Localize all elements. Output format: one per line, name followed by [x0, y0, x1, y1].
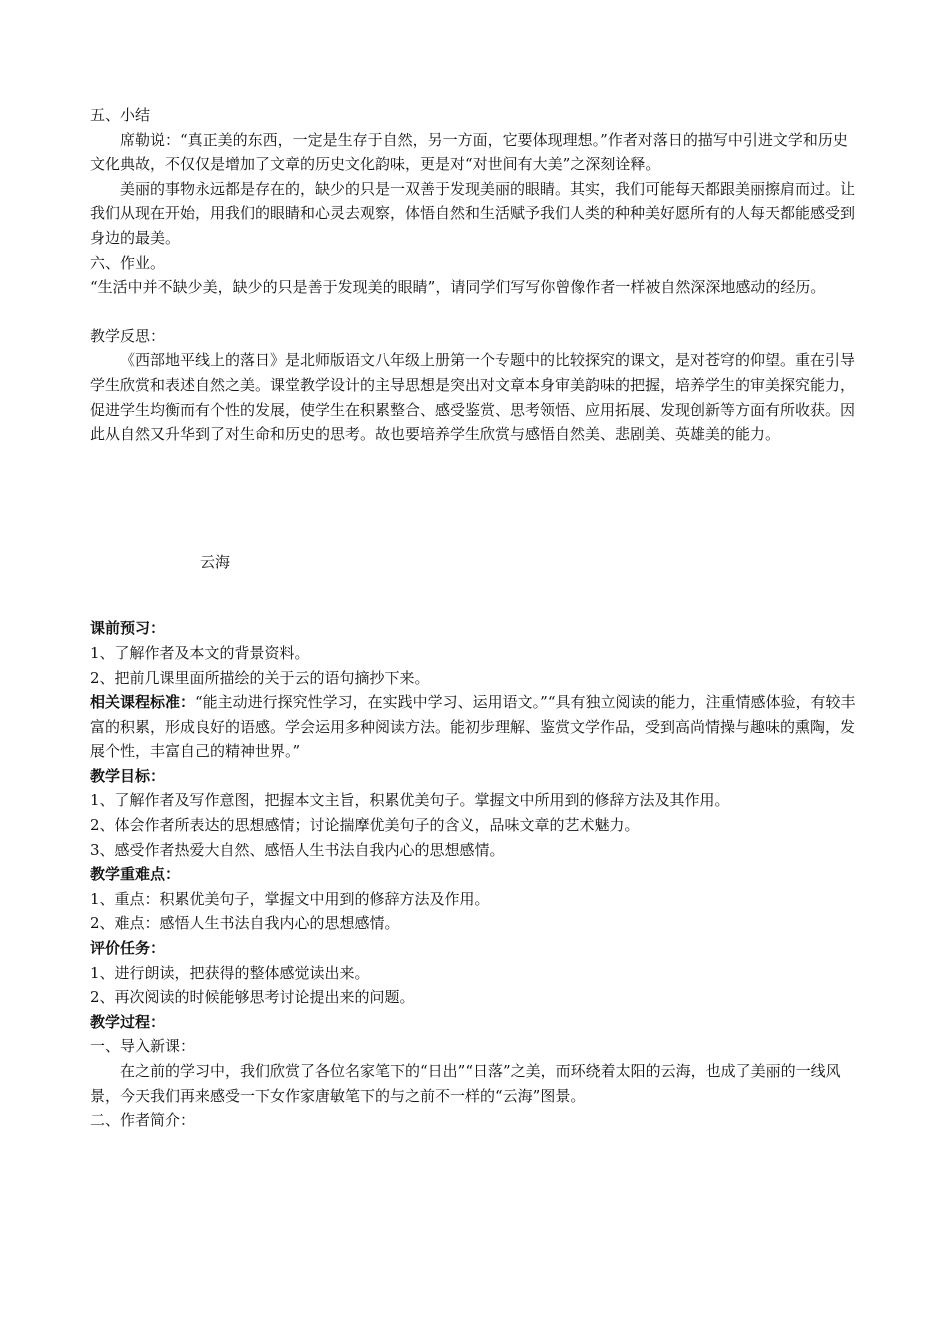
preview-heading: 课前预习：: [90, 619, 166, 638]
process-step-2-heading: 二、作者简介：: [90, 1111, 196, 1130]
objective-item: 2、体会作者所表达的思想感情；讨论揣摩优美句子的含义，品味文章的艺术魅力。: [90, 816, 640, 835]
objectives-heading: 教学目标：: [90, 766, 166, 785]
lesson-title: 云海: [200, 552, 231, 571]
section-homework-heading: 六、作业。: [90, 253, 166, 272]
evaluation-item: 2、再次阅读的时候能够思考讨论提出来的问题。: [90, 988, 415, 1007]
standards-text: “能主动进行探究性学习，在实践中学习、运用语文。”“具有独立阅读的能力，注重情感体验，有较丰富的积累，形成良好的语感。学会运用多种阅读方法。能初步理解、鉴赏文学作品，受到高尚情操与趣味的熏陶，发展个性，丰富自己的精神世界。”: [90, 693, 856, 761]
reflection-heading: 教学反思：: [90, 326, 166, 345]
objective-item: 3、感受作者热爱大自然、感悟人生书法自我内心的思想感情。: [90, 840, 505, 859]
process-heading: 教学过程：: [90, 1012, 166, 1031]
summary-paragraph-2: 美丽的事物永远都是存在的，缺少的只是一双善于发现美丽的眼睛。其实，我们可能每天都跟美丽擦肩而过。让我们从现在开始，用我们的眼睛和心灵去观察，体悟自然和生活赋予我们人类的种种美好愿所有的人每天都能感受到身边的最美。: [90, 179, 856, 247]
process-step-1-heading: 一、导入新课：: [90, 1037, 196, 1056]
homework-paragraph: “生活中并不缺少美，缺少的只是善于发现美的眼睛”，请同学们写写你曾像作者一样被自然深深地感动的经历。: [90, 278, 826, 297]
process-step-1-paragraph: 在之前的学习中，我们欣赏了各位名家笔下的“日出”“日落”之美，而环绕着太阳的云海，也成了美丽的一线风景，今天我们再来感受一下女作家唐敏笔下的与之前不一样的“云海”图景。: [90, 1062, 841, 1105]
key-points-heading: 教学重难点：: [90, 865, 181, 884]
preview-item: 1、了解作者及本文的背景资料。: [90, 643, 310, 662]
evaluation-heading: 评价任务：: [90, 939, 166, 958]
reflection-paragraph: 《西部地平线上的落日》是北师版语文八年级上册第一个专题中的比较探究的课文，是对苍穹的仰望。重在引导学生欣赏和表述自然之美。课堂教学设计的主导思想是突出对文章本身审美韵味的把握，培养学生的审美探究能力，促进学生均衡而有个性的发展，使学生在积累整合、感受鉴赏、思考领悟、应用拓展、发现创新等方面有所收获。因此从自然又升华到了对生命和历史的思考。故也要培养学生欣赏与感悟自然美、悲剧美、英雄美的能力。: [90, 351, 856, 444]
section-summary-heading: 五、小结: [90, 106, 151, 124]
objective-item: 1、了解作者及写作意图，把握本文主旨，积累优美句子。掌握文中所用到的修辞方法及其作用。: [90, 791, 730, 810]
standards-paragraph: [90, 690, 862, 764]
document-body: [90, 103, 862, 1133]
evaluation-item: 1、进行朗读，把获得的整体感觉读出来。: [90, 963, 370, 982]
standards-heading: 相关课程标准：: [90, 693, 196, 712]
key-point-item: 2、难点：感悟人生书法自我内心的思想感情。: [90, 914, 400, 933]
summary-paragraph-1: 席勒说：“真正美的东西，一定是生存于自然，另一方面，它要体现理想。”作者对落日的描写中引进文学和历史文化典故，不仅仅是增加了文章的历史文化韵味，更是对“对世间有大美”之深刻诠释。: [90, 130, 848, 174]
preview-item: 2、把前几课里面所描绘的关于云的语句摘抄下来。: [90, 668, 430, 687]
key-point-item: 1、重点：积累优美句子，掌握文中用到的修辞方法及作用。: [90, 889, 490, 908]
